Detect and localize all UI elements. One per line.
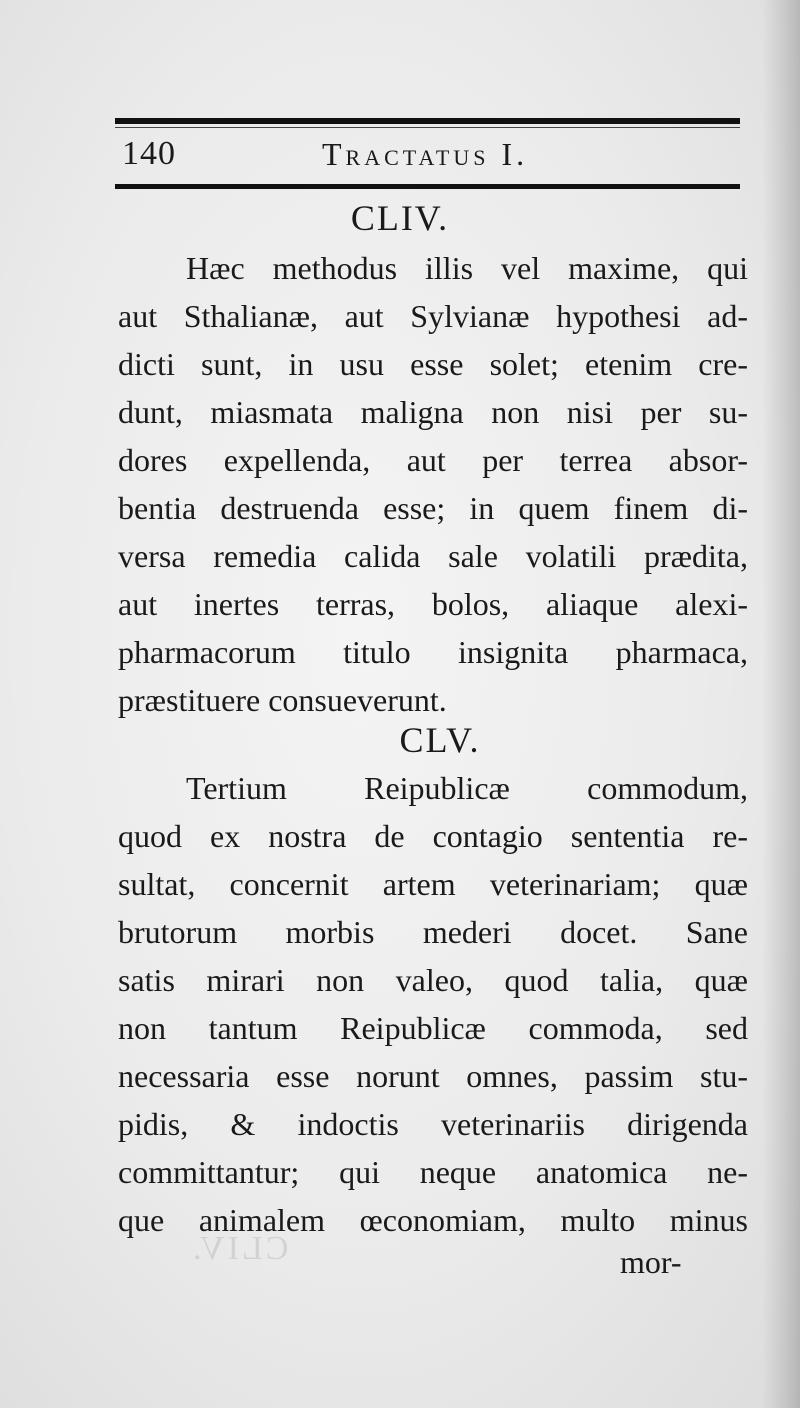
text-line: que animalem œconomiam, multo minus bbox=[118, 1202, 748, 1238]
paragraph-clv bbox=[118, 764, 748, 1244]
header-rule-thin bbox=[115, 127, 740, 128]
text-line: dunt, miasmata maligna non nisi per su- bbox=[118, 394, 748, 430]
text-line: necessaria esse norunt omnes, passim stu- bbox=[118, 1058, 748, 1094]
text-line: quod ex nostra de contagio sententia re- bbox=[118, 818, 748, 854]
text-line: committantur; qui neque anatomica ne- bbox=[118, 1154, 748, 1190]
header-rule-top bbox=[115, 118, 740, 124]
text-line: brutorum morbis mederi docet. Sane bbox=[118, 914, 748, 950]
paragraph-cliv bbox=[118, 244, 748, 724]
text-line: pharmacorum titulo insignita pharmaca, bbox=[118, 634, 748, 670]
page-number: 140 bbox=[122, 135, 176, 172]
catchword: mor- bbox=[620, 1244, 682, 1280]
bleed-through-text: CLIV. bbox=[190, 1230, 289, 1267]
text-line: bentia destruenda esse; in quem finem di- bbox=[118, 490, 748, 526]
section-heading-cliv: CLIV. bbox=[350, 198, 450, 238]
running-header bbox=[122, 132, 732, 176]
text-line: præstituere consueverunt. bbox=[118, 682, 447, 718]
text-line: Hæc methodus illis vel maxime, qui bbox=[186, 250, 748, 286]
text-line: sultat, concernit artem veterinariam; quæ bbox=[118, 866, 748, 902]
header-rule-bottom bbox=[115, 184, 740, 189]
text-line: satis mirari non valeo, quod talia, quæ bbox=[118, 962, 748, 998]
text-line: versa remedia calida sale volatili prædita, bbox=[118, 538, 748, 574]
text-line: aut Sthalianæ, aut Sylvianæ hypothesi ad- bbox=[118, 298, 748, 334]
text-line: pidis, & indoctis veterinariis dirigenda bbox=[118, 1106, 748, 1142]
text-line: non tantum Reipublicæ commoda, sed bbox=[118, 1010, 748, 1046]
text-line: aut inertes terras, bolos, aliaque alexi- bbox=[118, 586, 748, 622]
text-line: dores expellenda, aut per terrea absor- bbox=[118, 442, 748, 478]
text-line: dicti sunt, in usu esse solet; etenim cre- bbox=[118, 346, 748, 382]
text-line: Tertium Reipublicæ commodum, bbox=[186, 770, 748, 806]
section-heading-clv: CLV. bbox=[399, 720, 481, 760]
running-title: Tractatus I. bbox=[322, 136, 529, 172]
